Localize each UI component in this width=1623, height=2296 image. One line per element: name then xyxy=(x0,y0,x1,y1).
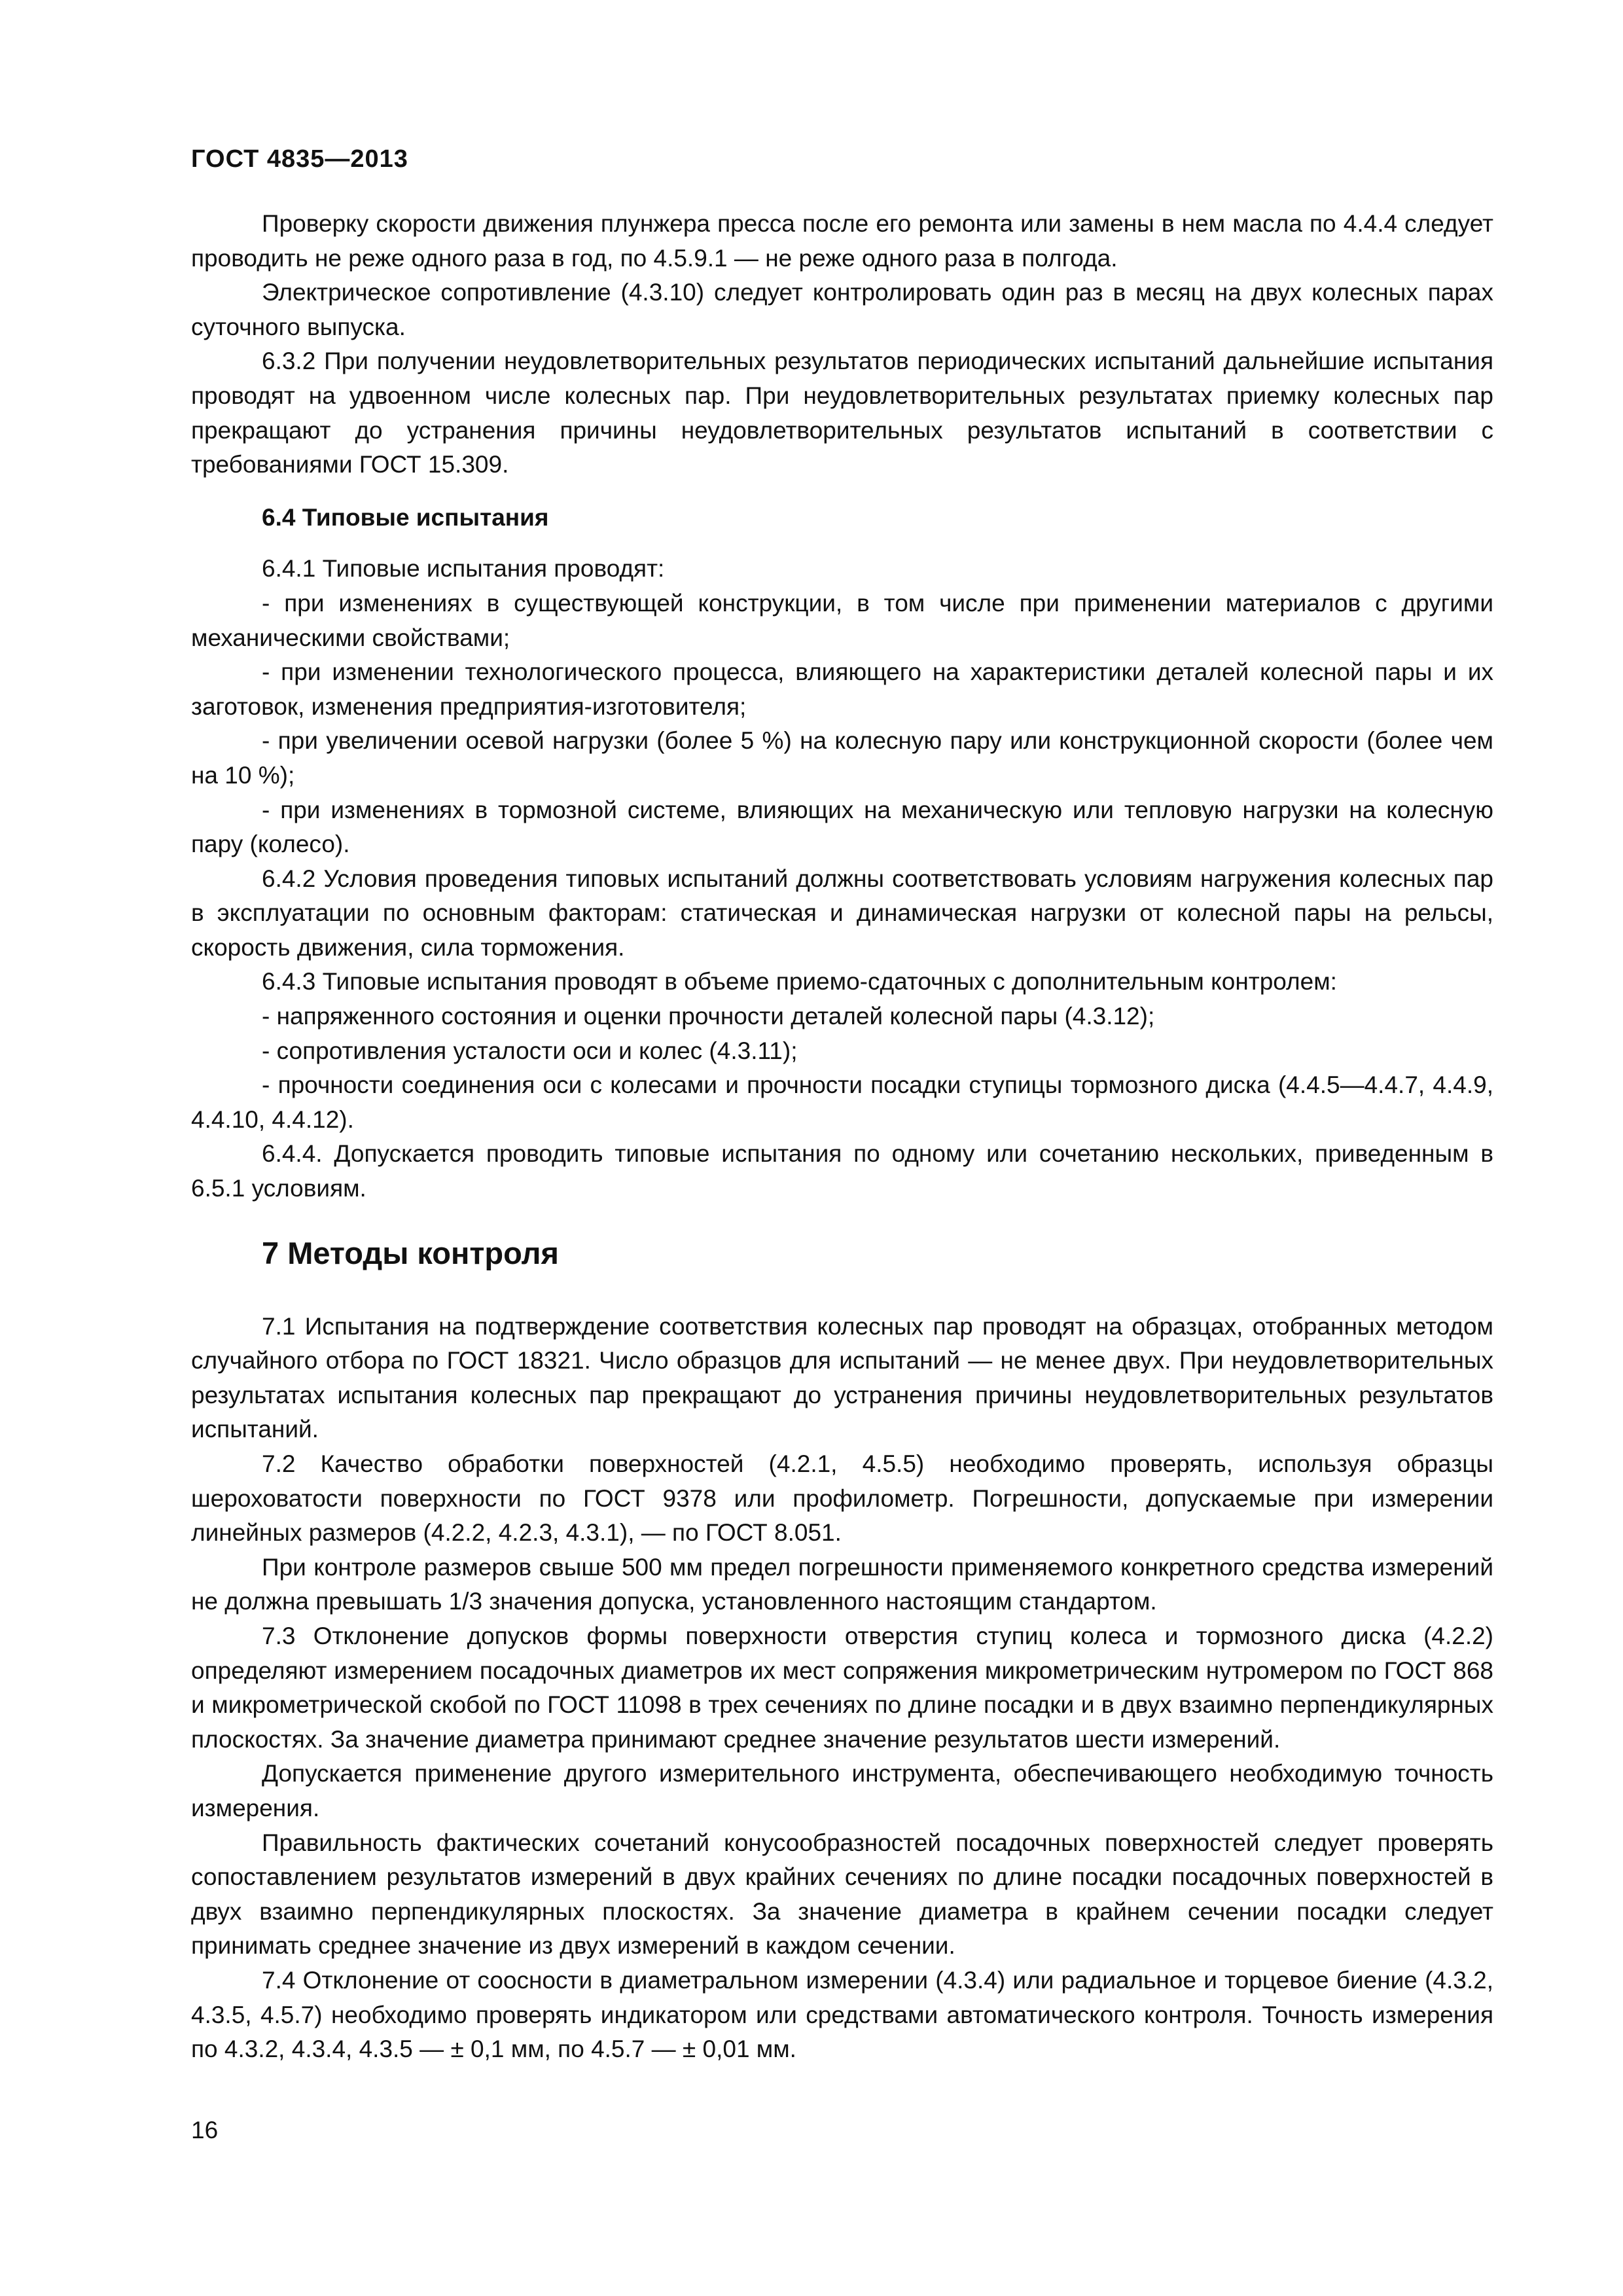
subsection-heading-6-4: 6.4 Типовые испытания xyxy=(262,503,549,531)
list-item-joint-strength: - прочности соединения оси с колесами и прочности посадки ступицы тормозного диска (4.4.5—4.4.7, 4.4.9, 4.4.10, 4.4.12). xyxy=(191,1071,1493,1133)
section-heading-7: 7 Методы контроля xyxy=(262,1235,559,1270)
list-item-fatigue-resistance: - сопротивления усталости оси и колес (4.3.11); xyxy=(262,1037,798,1064)
paragraph-7-4: 7.4 Отклонение от соосности в диаметральном измерении (4.3.4) или радиальное и торцевое биение (4.3.2, 4.3.5, 4.5.7) необходимо проверять индикатором или средствами автоматического контроля. Точность измерения по 4.3.2, 4.3.4, 4.3.5 — ± 0,1 мм, по 4.5.7 — ± 0,01 мм. xyxy=(191,1966,1493,2063)
document-body xyxy=(191,207,1493,2067)
paragraph-plunger-speed: Проверку скорости движения плунжера пресса после его ремонта или замены в нем масла по 4.4.4 следует проводить не реже одного раза в год, по 4.5.9.1 — не реже одного раза в полгода. xyxy=(191,210,1493,272)
paragraph-7-2: 7.2 Качество обработки поверхностей (4.2.1, 4.5.5) необходимо проверять, используя образцы шероховатости поверхности по ГОСТ 9378 или профилометр. Погрешности, допускаемые при измерении линейных размеров (4.2.2, 4.2.3, 4.3.1), — по ГОСТ 8.051. xyxy=(191,1450,1493,1547)
list-item-axle-load-increase: - при увеличении осевой нагрузки (более 5 %) на колесную пару или конструкционной скорости (более чем на 10 %); xyxy=(191,727,1493,789)
paragraph-electrical-resistance: Электрическое сопротивление (4.3.10) следует контролировать один раз в месяц на двух колесных парах суточного выпуска. xyxy=(191,279,1493,340)
page-number: 16 xyxy=(191,2117,219,2144)
document-header-title: ГОСТ 4835—2013 xyxy=(191,145,408,173)
paragraph-7-1: 7.1 Испытания на подтверждение соответствия колесных пар проводят на образцах, отобранных методом случайного отбора по ГОСТ 18321. Число образцов для испытаний — не менее двух. При неудовлетворительных результатах испытания колесных пар прекращают до устранения причины неудовлетворительных результатов испытаний. xyxy=(191,1312,1493,1443)
paragraph-alternative-instrument: Допускается применение другого измерительного инструмента, обеспечивающего необходимую точность измерения. xyxy=(191,1760,1493,1821)
paragraph-6-3-2: 6.3.2 При получении неудовлетворительных результатов периодических испытаний дальнейшие испытания проводят на удвоенном числе колесных пар. При неудовлетворительных результатах приемку колесных пар прекращают до устранения причины неудовлетворительных результатов испытаний в соответствии с требованиями ГОСТ 15.309. xyxy=(191,348,1493,478)
paragraph-taper-check: Правильность фактических сочетаний конусообразностей посадочных поверхностей следует проверять сопоставлением результатов измерений в двух крайних сечениях по длине посадки посадочных поверхностей в двух взаимно перпендикулярных плоскостях. За значение диаметра в крайнем сечении посадки следует принимать среднее значение из двух измерений в каждом сечении. xyxy=(191,1829,1493,1960)
paragraph-6-4-1: 6.4.1 Типовые испытания проводят: xyxy=(262,555,665,583)
list-item-stress-state: - напряженного состояния и оценки прочности деталей колесной пары (4.3.12); xyxy=(262,1003,1155,1030)
paragraph-6-4-3: 6.4.3 Типовые испытания проводят в объеме приемо-сдаточных с дополнительным контролем: xyxy=(262,968,1337,996)
paragraph-6-4-2: 6.4.2 Условия проведения типовых испытаний должны соответствовать условиям нагружения колесных пар в эксплуатации по основным факторам: статическая и динамическая нагрузки от колесной пары на рельсы, скорость движения, сила торможения. xyxy=(191,865,1493,961)
paragraph-size-control: При контроле размеров свыше 500 мм предел погрешности применяемого конкретного средства измерений не должна превышать 1/3 значения допуска, установленного настоящим стандартом. xyxy=(191,1553,1493,1615)
paragraph-7-3: 7.3 Отклонение допусков формы поверхности отверстия ступиц колеса и тормозного диска (4.2.2) определяют измерением посадочных диаметров их мест сопряжения микрометрическим нутромером по ГОСТ 868 и микрометрической скобой по ГОСТ 11098 в трех сечениях по длине посадки и в двух взаимно перпендикулярных плоскостях. За значение диаметра принимают среднее значение результатов шести измерений. xyxy=(191,1622,1493,1753)
list-item-design-change: - при изменениях в существующей конструкции, в том числе при применении материалов с другими механическими свойствами; xyxy=(191,589,1493,651)
list-item-process-change: - при изменении технологического процесса, влияющего на характеристики деталей колесной пары и их заготовок, изменения предприятия-изготовителя; xyxy=(191,658,1493,720)
paragraph-6-4-4: 6.4.4. Допускается проводить типовые испытания по одному или сочетанию нескольких, приведенным в 6.5.1 условиям. xyxy=(191,1140,1493,1202)
list-item-brake-system-change: - при изменениях в тормозной системе, влияющих на механическую или тепловую нагрузки на колесную пару (колесо). xyxy=(191,796,1493,858)
